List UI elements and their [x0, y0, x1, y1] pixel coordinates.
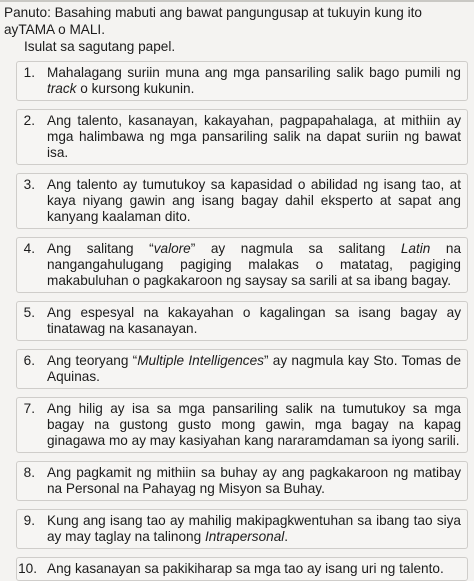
statement-text: Ang pagkamit ng mithiin sa buhay ay ang pagkakaroon ng matibay na Personal na Pahayag ng Misyon sa Buhay.	[47, 465, 461, 496]
statement-text: Ang teoryang “Multiple Intelligences” ay nagmula kay Sto. Tomas de Aquinas.	[47, 353, 462, 384]
statement-number: 1.	[23, 65, 35, 80]
statement-number: 4.	[23, 241, 35, 256]
statement-text: Ang talento, kasanayan, kakayahan, pagpapahalaga, at mithiin ay mga halimbawa ng mga pansariling salik na dapat suriin ng bawat isa.	[47, 113, 461, 160]
statement-item-2	[16, 109, 468, 165]
statement-list	[4, 61, 468, 581]
statement-text: Ang hilig ay isa sa mga pansariling salik na tumutukoy sa mga bagay na gustong gusto mong gawin, mga bagay na kapag ginagawa mo ay may kasiyahan kang nararamdaman sa iyong sarili.	[47, 401, 461, 448]
statement-number: 5.	[23, 305, 35, 320]
instructions-line-1: Panuto: Basahing mabuti ang bawat pangungusap at tukuyin kung ito ayTAMA o MALI.	[4, 5, 422, 37]
statement-item-6	[16, 349, 468, 389]
statement-number: 3.	[23, 177, 35, 192]
statement-text: Ang espesyal na kakayahan o kagalingan sa isang bagay ay tinatawag na kasanayan.	[47, 305, 461, 336]
statement-text: Ang salitang “valore” ay nagmula sa salitang Latin na nangangahulugang pagiging malakas o matatag, pagiging makabuluhan o pagkakaroon ng saysay sa sarili at sa ibang bagay.	[47, 241, 462, 288]
statement-item-7	[16, 397, 468, 453]
statement-text: Mahalagang suriin muna ang mga pansariling salik bago pumili ng track o kursong kukunin.	[47, 65, 461, 96]
statement-item-1	[16, 61, 468, 101]
statement-number: 10.	[18, 561, 37, 576]
statement-number: 7.	[23, 401, 35, 416]
statement-item-5	[16, 301, 468, 341]
instructions-line-2: Isulat sa sagutang papel.	[24, 39, 176, 54]
statement-item-3	[16, 173, 468, 229]
statement-text: Kung ang isang tao ay mahilig makipagkwentuhan sa ibang tao siya ay may taglay na talinong Intrapersonal.	[47, 513, 461, 544]
statement-item-4	[16, 237, 468, 293]
statement-number: 2.	[23, 113, 35, 128]
instructions	[4, 4, 468, 55]
statement-item-10	[16, 557, 468, 581]
statement-text: Ang kasanayan sa pakikiharap sa mga tao ay isang uri ng talento.	[47, 561, 444, 576]
statement-item-8	[16, 461, 468, 501]
statement-number: 6.	[23, 353, 35, 368]
statement-item-9	[16, 509, 468, 549]
statement-number: 9.	[23, 513, 35, 528]
statement-number: 8.	[23, 465, 35, 480]
statement-text: Ang talento ay tumutukoy sa kapasidad o abilidad ng isang tao, at kaya niyang gawin ang isang bagay dahil eksperto at sapat ang kanyang kaalaman dito.	[47, 177, 461, 224]
